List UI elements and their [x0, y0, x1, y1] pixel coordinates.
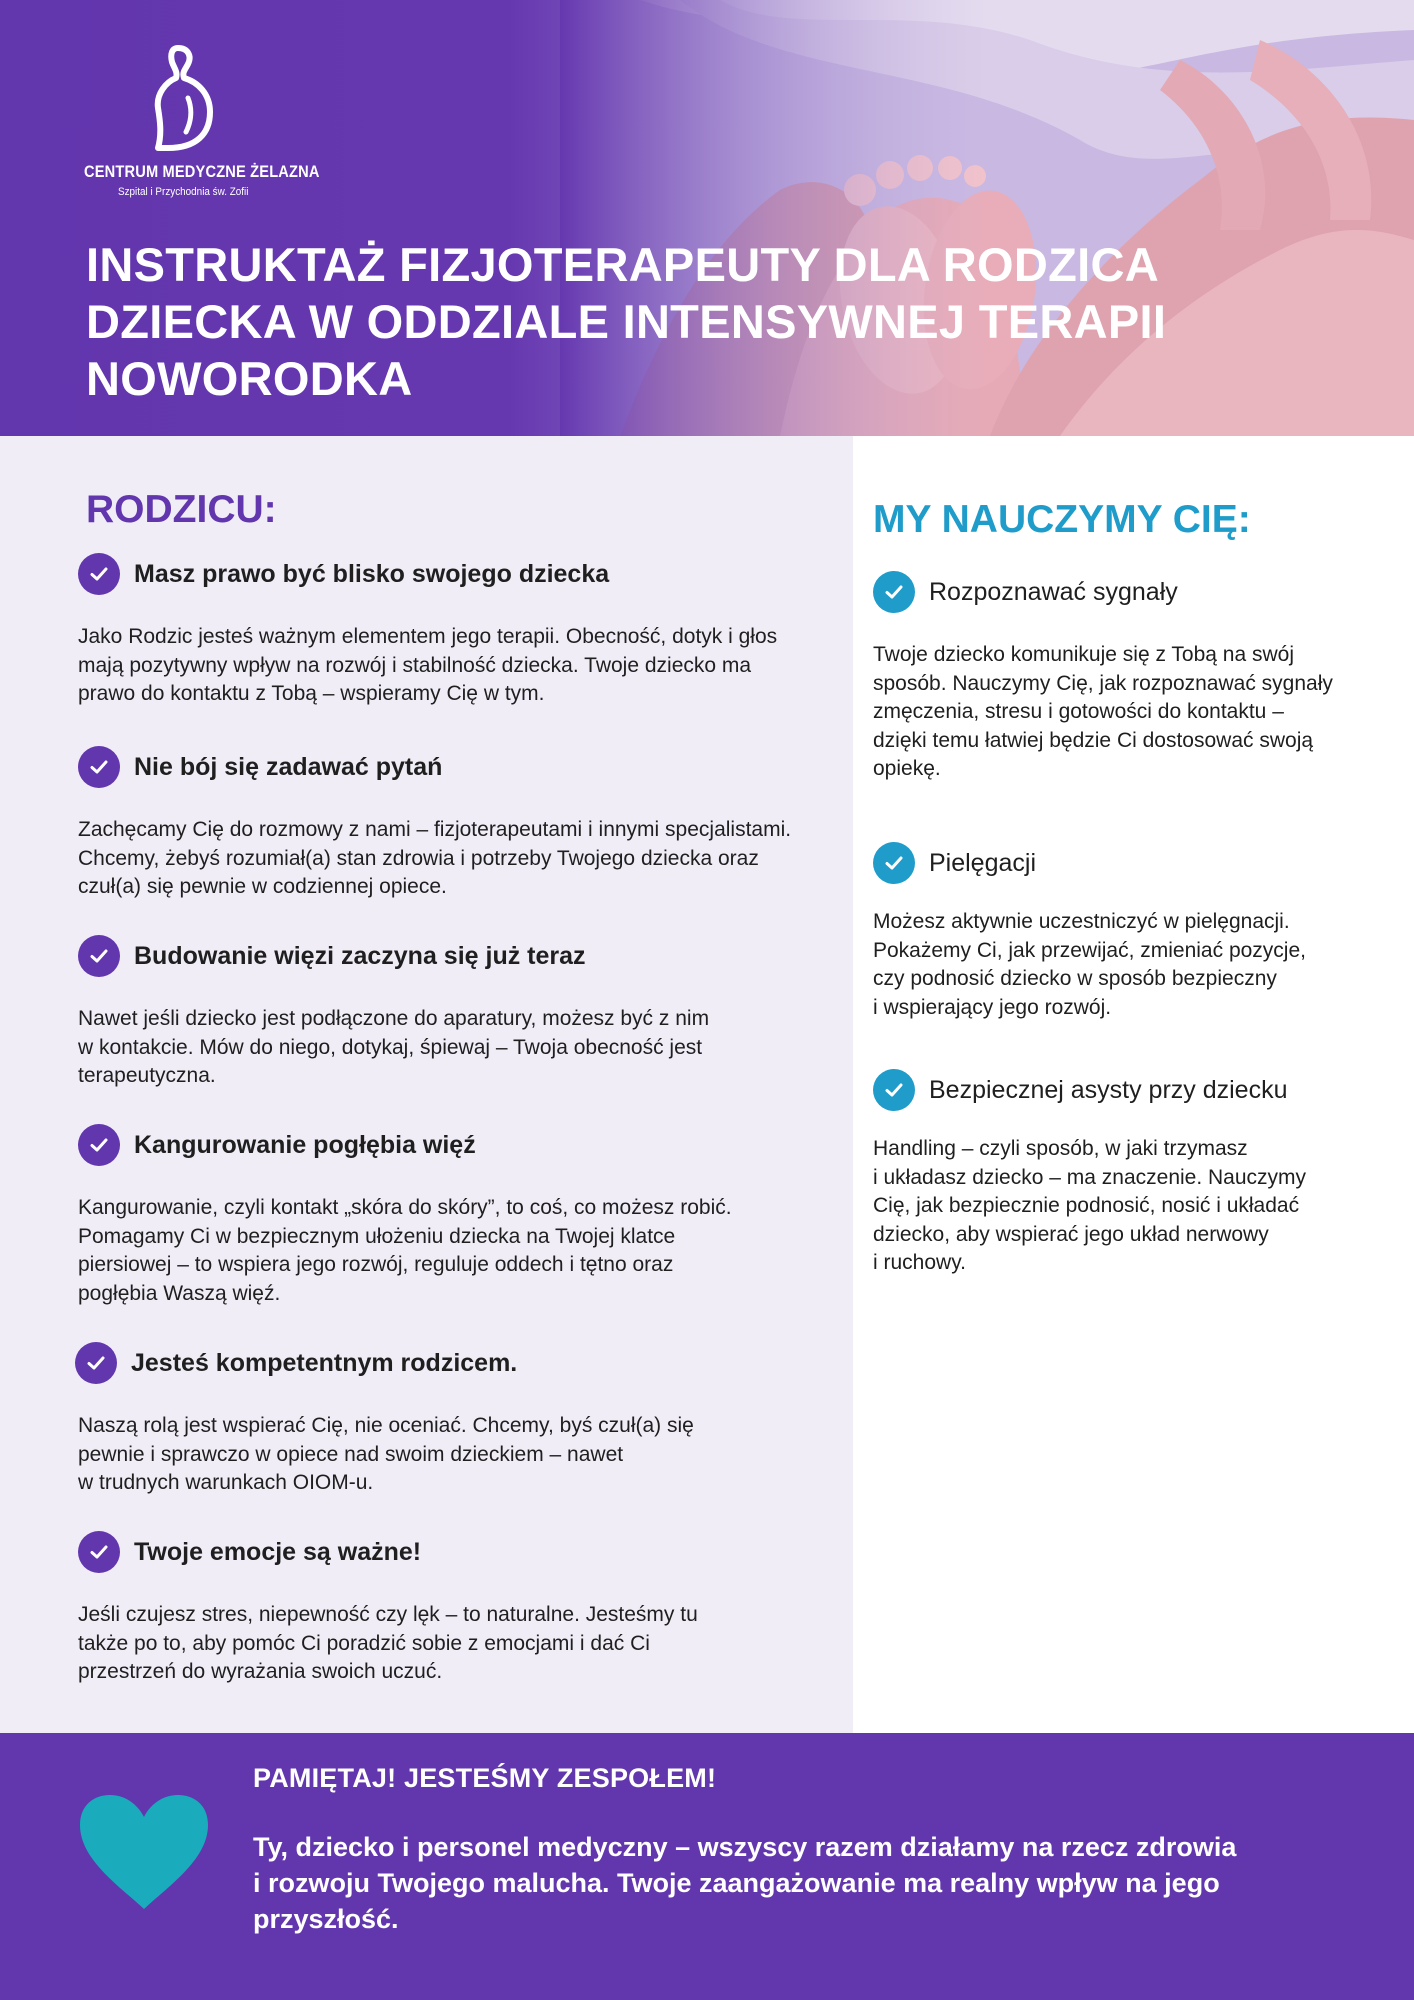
left-heading: RODZICU:: [86, 488, 277, 531]
left-item-title: Masz prawo być blisko swojego dziecka: [134, 559, 610, 588]
left-item-6: [78, 1531, 698, 1687]
left-item-text: Jeśli czujesz stres, niepewność czy lęk – to naturalne. Jesteśmy tu także po to, aby pomóc Ci poradzić sobie z emocjami i dać Ci przestrzeń do wyrażania swoich uczuć.: [78, 1603, 698, 1683]
right-item-text: Możesz aktywnie uczestniczyć w pielęgnacji. Pokażemy Ci, jak przewijać, zmieniać pozycje, czy podnosić dziecko w sposób bezpieczny i wspierający jego rozwój.: [873, 910, 1306, 1019]
left-item-5: [75, 1342, 694, 1498]
left-item-text: Zachęcamy Cię do rozmowy z nami – fizjoterapeutami i innymi specjalistami. Chcemy, żebyś rozumiał(a) stan zdrowia i potrzeby Twojego dziecka oraz czuł(a) się pewnie w codziennej opiece.: [78, 818, 792, 898]
heart-icon: [78, 1793, 210, 1911]
check-icon: [78, 935, 120, 977]
right-column: [853, 436, 1414, 1733]
left-item-text: Nawet jeśli dziecko jest podłączone do aparatury, możesz być z nim w kontakcie. Mów do niego, dotykaj, śpiewaj – Twoja obecność jest terapeutyczna.: [78, 1007, 710, 1087]
left-item-title: Kangurowanie pogłębia więź: [134, 1130, 476, 1159]
left-item-4: [78, 1124, 732, 1308]
page-title: INSTRUKTAŻ FIZJOTERAPEUTY DLA RODZICA DZIECKA W ODDZIALE INTENSYWNEJ TERAPII NOWORODKA: [86, 238, 1167, 405]
check-icon: [78, 1124, 120, 1166]
right-item-text: Twoje dziecko komunikuje się z Tobą na swój sposób. Nauczymy Cię, jak rozpoznawać sygnały zmęczenia, stresu i gotowości do kontaktu – dzięki temu łatwiej będzie Ci dostosować swoją opiekę.: [873, 643, 1333, 780]
logo-name: CENTRUM MEDYCZNE ŻELAZNA: [84, 162, 320, 181]
right-item-3: [873, 1069, 1306, 1278]
check-icon: [873, 571, 915, 613]
check-icon: [78, 746, 120, 788]
left-item-text: Kangurowanie, czyli kontakt „skóra do skóry”, to coś, co możesz robić. Pomagamy Ci w bezpiecznym ułożeniu dziecka na Twojej klatce piersiowej – to wspiera jego rozwój, reguluje oddech i tętno oraz pogłębia Waszą więź.: [78, 1196, 732, 1305]
check-icon: [78, 1531, 120, 1573]
right-item-title: Pielęgacji: [929, 848, 1037, 877]
check-icon: [873, 842, 915, 884]
right-item-title: Rozpoznawać sygnały: [929, 577, 1178, 606]
check-icon: [873, 1069, 915, 1111]
hospital-logo-icon: [148, 42, 220, 154]
footer-text: Ty, dziecko i personel medyczny – wszyscy razem działamy na rzecz zdrowia i rozwoju Twojego malucha. Twoje zaangażowanie ma realny wpływ na jego przyszłość.: [253, 1832, 1237, 1934]
left-item-title: Nie bój się zadawać pytań: [134, 752, 443, 781]
footer-banner: [0, 1733, 1414, 2000]
header-banner: [0, 0, 1414, 436]
check-icon: [78, 553, 120, 595]
logo: [84, 42, 320, 198]
left-item-title: Jesteś kompetentnym rodzicem.: [131, 1348, 518, 1377]
right-heading: MY NAUCZYMY CIĘ:: [873, 498, 1251, 541]
left-item-2: [78, 746, 791, 902]
right-item-1: [873, 571, 1333, 784]
footer-title: PAMIĘTAJ! JESTEŚMY ZESPOŁEM!: [253, 1763, 717, 1793]
left-item-title: Twoje emocje są ważne!: [134, 1537, 422, 1566]
left-item-text: Jako Rodzic jesteś ważnym elementem jego terapii. Obecność, dotyk i głos mają pozytywny wpływ na rozwój i stabilność dziecka. Twoje dziecko ma prawo do kontaktu z Tobą – wspieramy Cię w tym.: [78, 625, 778, 705]
check-icon: [75, 1342, 117, 1384]
left-column: [0, 436, 853, 1733]
right-item-title: Bezpiecznej asysty przy dziecku: [929, 1075, 1288, 1104]
logo-subtitle: Szpital i Przychodnia św. Zofii: [118, 186, 249, 198]
right-item-2: [873, 842, 1306, 1022]
left-item-text: Naszą rolą jest wspierać Cię, nie oceniać. Chcemy, byś czuł(a) się pewnie i sprawczo w opiece nad swoim dzieckiem – nawet w trudnych warunkach OIOM-u.: [78, 1414, 694, 1494]
left-item-3: [78, 935, 709, 1091]
left-item-title: Budowanie więzi zaczyna się już teraz: [134, 941, 586, 970]
left-item-1: [78, 553, 777, 709]
right-item-text: Handling – czyli sposób, w jaki trzymasz i układasz dziecko – ma znaczenie. Nauczymy Cię, jak bezpiecznie podnosić, nosić i układać dziecko, aby wspierać jego układ nerwowy i ruchowy.: [873, 1137, 1307, 1274]
